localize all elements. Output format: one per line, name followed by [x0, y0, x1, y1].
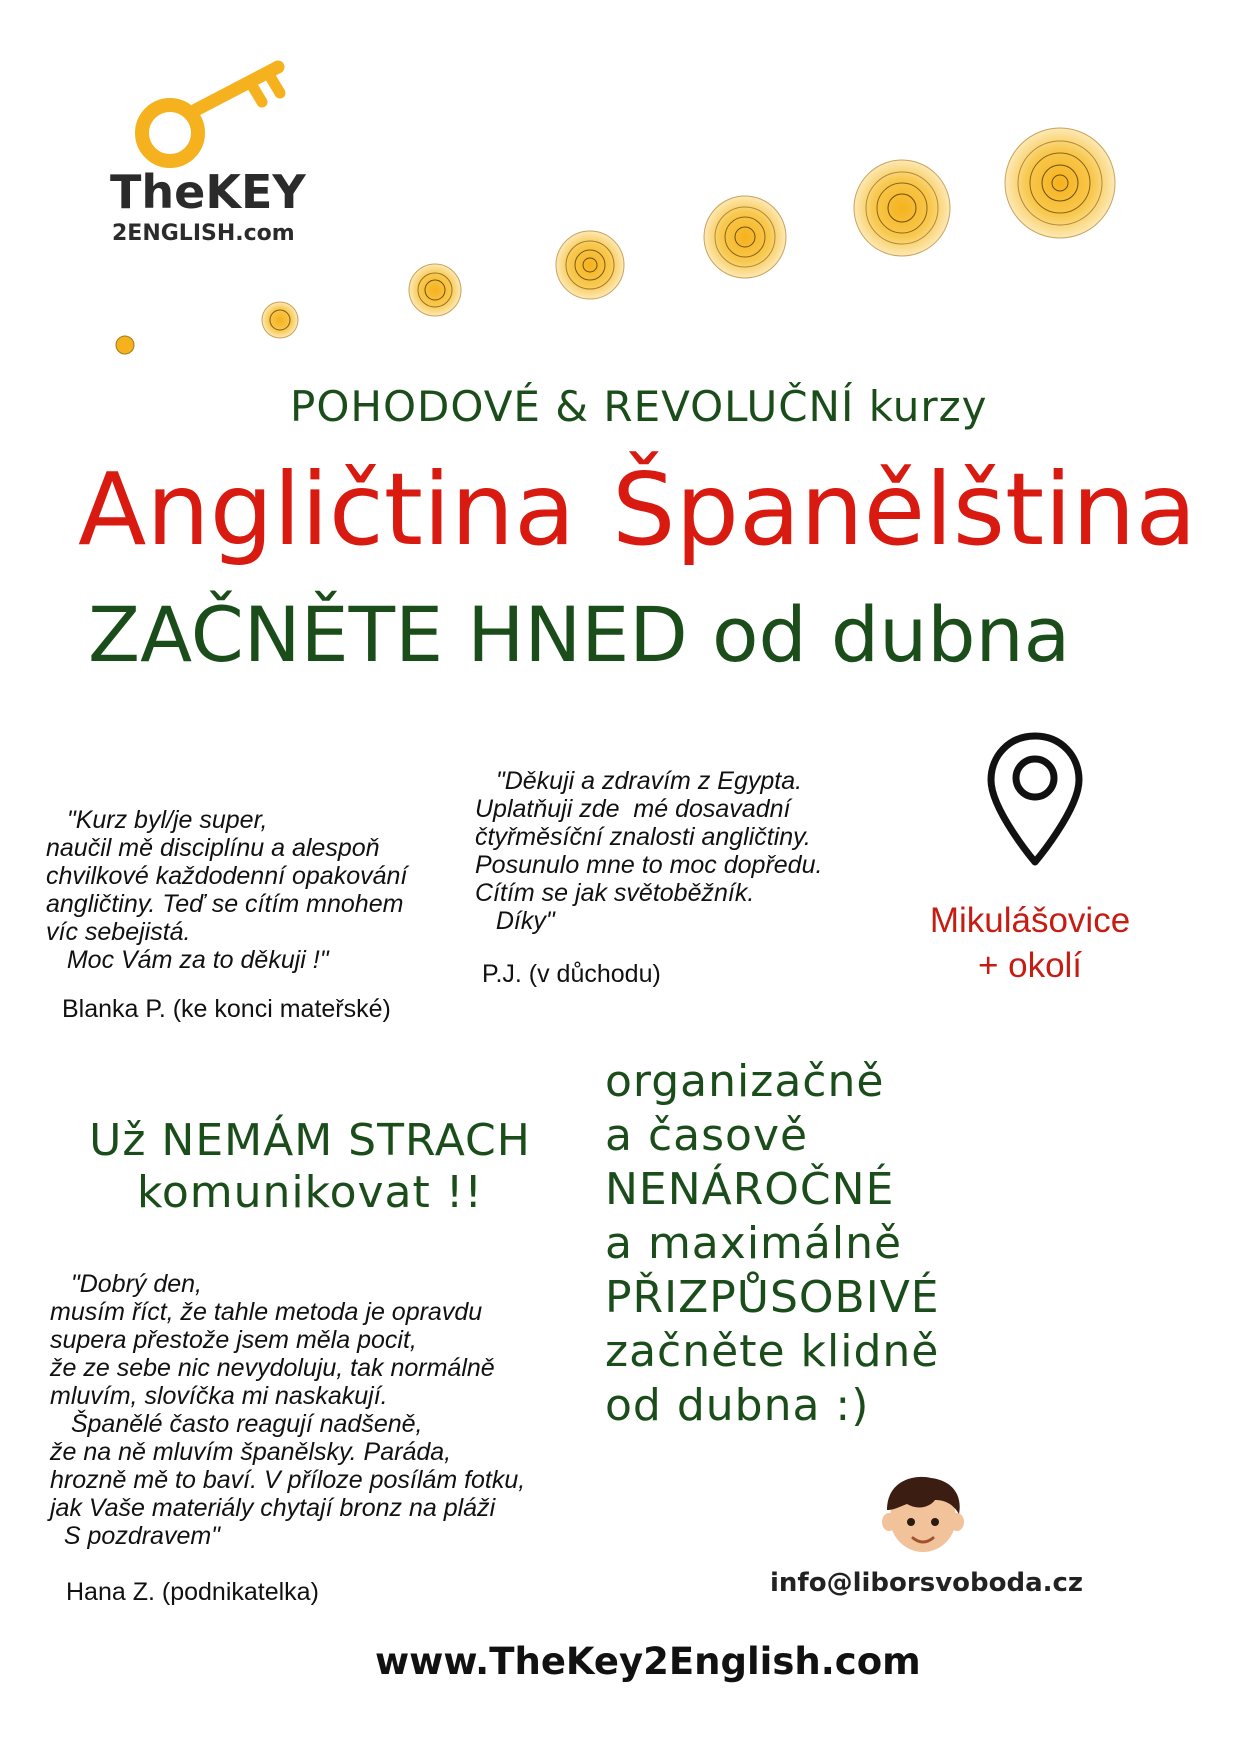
location-city: Mikulášovice [929, 901, 1131, 940]
circle-4 [556, 231, 624, 299]
testimonial-1-author: Blanka P. (ke konci mateřské) [62, 995, 391, 1023]
location-pin-icon [985, 730, 1085, 870]
feature-line: NENÁROČNÉ [605, 1164, 895, 1215]
brand-main: TheKEY [110, 165, 306, 219]
feature-line: a časově [605, 1110, 809, 1161]
circle-1 [116, 336, 134, 354]
slogan-line-1: Už NEMÁM STRACH [89, 1115, 531, 1166]
testimonial-1-text: "Kurz byl/je super, naučil mě disciplínu a alespoň chvilkové každodenní opakování angličtiny. Teď se cítím mnohem víc sebejistá. Moc Vám za to děkuji !" [46, 806, 408, 974]
feature-line: PŘIZPŮSOBIVÉ [605, 1272, 940, 1323]
features-list [605, 1055, 940, 1433]
location-area: + okolí [977, 946, 1083, 985]
slogan-line-2: komunikovat !! [136, 1167, 484, 1218]
avatar-boy-icon [873, 1470, 973, 1560]
circle-3 [409, 264, 461, 316]
feature-line: začněte klidně [605, 1326, 940, 1377]
start-heading: ZAČNĚTE HNED od dubna [88, 590, 1071, 679]
circle-6 [854, 160, 950, 256]
language-spanish: Španělština [612, 451, 1197, 568]
circle-2 [262, 302, 298, 338]
slogan [60, 1115, 560, 1219]
website-link[interactable]: www.TheKey2English.com [375, 1640, 921, 1683]
feature-line: od dubna :) [605, 1380, 870, 1431]
testimonial-3-text: "Dobrý den, musím říct, že tahle metoda je opravdu supera přestože jsem měla pocit, že ze sebe nic nevydoluju, tak normálně mluvím, slovíčka mi naskakují. Španělé často reagují nadšeně, že na ně mluvím španělsky. Paráda, hrozně mě to baví. V příloze posílám fotku, jak Vaše materiály chytají bronz na pláži S pozdravem" [50, 1270, 526, 1550]
testimonial-2-author: P.J. (v důchodu) [482, 960, 661, 988]
decorative-circles [0, 0, 1241, 400]
testimonial-2-text: "Děkuji a zdravím z Egypta. Uplatňuji zde mé dosavadní čtyřměsíční znalosti angličtiny. Posunulo mne to moc dopředu. Cítím se jak světoběžník. Díky" [475, 767, 823, 935]
contact-email[interactable]: info@liborsvoboda.cz [770, 1568, 1084, 1598]
brand-sub: 2ENGLISH.com [112, 221, 295, 246]
location [905, 898, 1155, 988]
testimonial-3-author: Hana Z. (podnikatelka) [66, 1578, 319, 1606]
language-english: Angličtina [78, 451, 576, 568]
feature-line: organizačně [605, 1056, 885, 1107]
circle-5 [704, 196, 786, 278]
feature-line: a maximálně [605, 1218, 903, 1269]
tagline: POHODOVÉ & REVOLUČNÍ kurzy [290, 382, 988, 431]
circle-7 [1005, 128, 1115, 238]
